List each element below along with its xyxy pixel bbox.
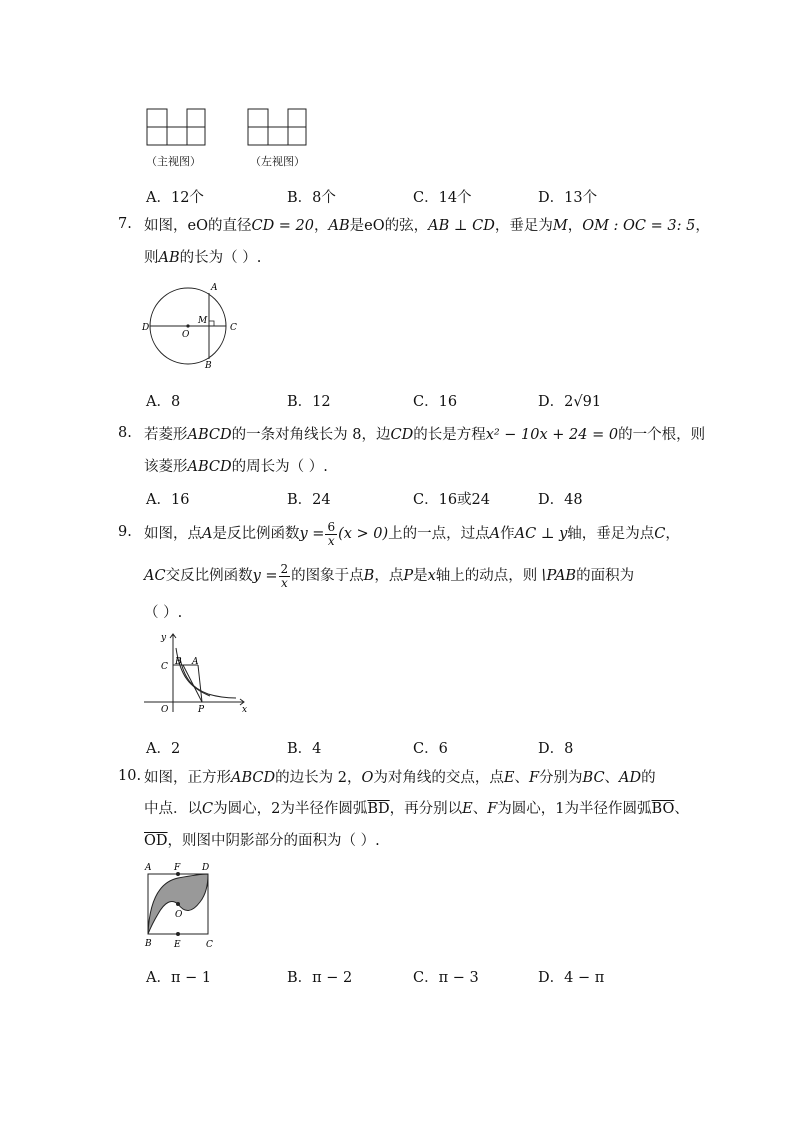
q7-label-c: C xyxy=(230,323,237,333)
q6-option-c[interactable]: C．14个 xyxy=(413,190,472,206)
q8-option-b[interactable]: B．24 xyxy=(287,492,331,508)
q10-label-o: O xyxy=(175,910,183,920)
q10-stem-line2: 中点．以C为圆心，2为半径作圆弧$\overline{BD}$，再分别以E、F为圆心，1为半径作圆弧$\overline{BO}$、 xyxy=(144,801,689,817)
q9-number: 9. xyxy=(118,524,132,540)
q7-option-c[interactable]: C．16 xyxy=(413,394,458,410)
q6-option-b[interactable]: B．8个 xyxy=(287,190,336,206)
q10-label-d: D xyxy=(202,863,210,873)
q7-label-b: B xyxy=(205,361,212,371)
q10-stem-line3: $\overline{OD}$，则图中阴影部分的面积为（ ）. xyxy=(144,833,380,849)
q6-left-view-caption: （左视图） xyxy=(250,155,305,168)
q9-option-d[interactable]: D．8 xyxy=(538,741,574,757)
q7-option-a[interactable]: A．8 xyxy=(146,394,181,410)
q10-label-e: E xyxy=(174,940,181,950)
q10-label-b: B xyxy=(145,939,152,949)
q9-label-c: C xyxy=(161,662,168,672)
q8-option-d[interactable]: D．48 xyxy=(538,492,583,508)
q10-stem-line1: 如图，正方形ABCD的边长为 2，O为对角线的交点，点E、F分别为BC、AD的 xyxy=(144,770,656,786)
q10-label-a: A xyxy=(145,863,152,873)
q8-stem-line1: 若菱形ABCD的一条对角线长为 8，边CD的长是方程x² − 10x + 24 = 0的一个根，则 xyxy=(144,427,706,443)
q7-label-o: O xyxy=(182,330,190,340)
q10-option-d[interactable]: D．4 − π xyxy=(538,970,605,986)
q10-label-f: F xyxy=(174,863,181,873)
q7-option-b[interactable]: B．12 xyxy=(287,394,331,410)
q9-label-a: A xyxy=(192,657,199,667)
q8-option-a[interactable]: A．16 xyxy=(146,492,190,508)
q9-label-p: P xyxy=(198,705,205,715)
q9-option-a[interactable]: A．2 xyxy=(146,741,181,757)
q9-stem-line2: AC交反比例函数y = $\frac{2}{x}$ 的图象于点B，点P是x轴上的动点，则∖PAB的面积为 xyxy=(144,561,635,590)
q9-label-b: B xyxy=(175,657,182,667)
q6-front-view-caption: （主视图） xyxy=(146,155,201,168)
q10-label-c: C xyxy=(206,940,213,950)
q9-label-y: y xyxy=(161,633,167,643)
q7-stem-line1: 如图，eO的直径CD = 20，AB是eO的弦，AB ⊥ CD，垂足为M，OM : OC = 3: 5， xyxy=(144,218,710,234)
q10-option-c[interactable]: C．π − 3 xyxy=(413,970,479,986)
q8-number: 8. xyxy=(118,425,132,441)
q7-label-a: A xyxy=(211,283,218,293)
q10-square-figure xyxy=(140,858,220,952)
q6-front-view-figure xyxy=(146,108,208,148)
q7-label-m: M xyxy=(198,316,208,326)
q9-label-x: x xyxy=(242,705,248,715)
q9-option-b[interactable]: B．4 xyxy=(287,741,322,757)
q9-stem-line1: 如图，点A是反比例函数y = $\frac{6}{x}$ (x > 0)上的一点，过点A作AC ⊥ y轴，垂足为点C， xyxy=(144,519,680,548)
q7-circle-figure xyxy=(140,280,244,372)
q10-option-b[interactable]: B．π − 2 xyxy=(287,970,353,986)
q6-option-a[interactable]: A．12个 xyxy=(146,190,204,206)
q6-left-view-figure xyxy=(247,108,309,148)
q7-option-d[interactable]: D．2√91 xyxy=(538,394,602,410)
q7-number: 7. xyxy=(118,216,132,232)
q9-label-o: O xyxy=(161,705,169,715)
q7-stem-line2: 则AB的长为（ ）. xyxy=(144,250,262,266)
q9-graph-figure xyxy=(140,628,252,716)
q7-label-d: D xyxy=(142,323,150,333)
q9-option-c[interactable]: C．6 xyxy=(413,741,448,757)
q9-stem-line3: （ ）. xyxy=(144,605,183,621)
q8-option-c[interactable]: C．16或24 xyxy=(413,492,490,508)
q10-number: 10. xyxy=(118,768,142,784)
q6-option-d[interactable]: D．13个 xyxy=(538,190,598,206)
q10-point-e xyxy=(176,932,180,936)
q8-stem-line2: 该菱形ABCD的周长为（ ）. xyxy=(144,459,328,475)
q10-point-o xyxy=(176,902,180,906)
q10-option-a[interactable]: A．π − 1 xyxy=(146,970,212,986)
